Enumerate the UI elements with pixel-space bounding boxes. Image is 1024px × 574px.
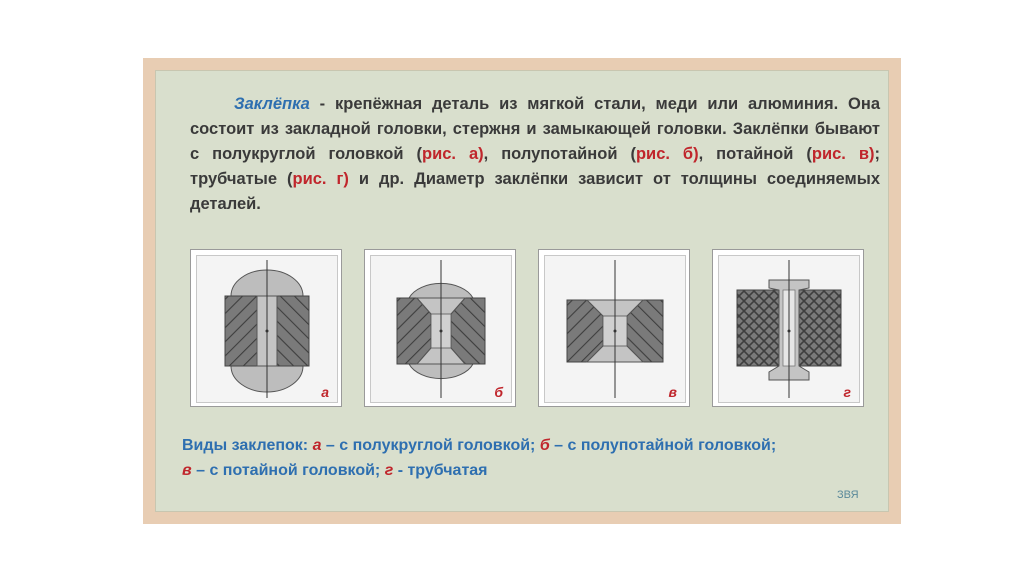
ref-fig-b: рис. б) <box>635 145 699 163</box>
slide-content <box>155 70 889 512</box>
caption-letter-v: в <box>182 462 192 479</box>
figure-a-panel <box>196 255 338 403</box>
caption-letter-a: а <box>312 437 322 454</box>
definition-text-4: ; трубчатые ( <box>190 145 880 188</box>
caption-text-g: - трубчатая <box>393 462 488 479</box>
definition-text-2: , полупотайной ( <box>483 145 636 163</box>
definition-paragraph <box>190 92 880 217</box>
definition-text-1: - крепёжная деталь из мягкой стали, меди или алюминия. Она состоит из закладной головки, стержня и замыкающей головки. Заклёпки бывают с полукруглой головкой ( <box>190 95 880 163</box>
figure-b <box>364 249 516 407</box>
figure-g <box>712 249 864 407</box>
figure-v-panel <box>544 255 686 403</box>
tubular-rivet-drawing <box>719 256 859 402</box>
figure-b-panel <box>370 255 512 403</box>
figure-v-letter: в <box>668 384 677 400</box>
caption-letter-g: г <box>384 462 394 479</box>
figure-v <box>538 249 690 407</box>
countersunk-rivet-drawing <box>545 256 685 402</box>
definition-text-3: , потайной ( <box>698 145 812 163</box>
caption-letter-b: б <box>539 437 550 454</box>
author-watermark: ЗВЯ <box>837 489 859 501</box>
figure-b-letter: б <box>494 384 503 400</box>
slide-frame <box>143 58 901 524</box>
definition-text-5: и др. Диаметр заклёпки зависит от толщины соединяемых деталей. <box>190 170 880 213</box>
caption-text-v: – с потайной головкой; <box>191 462 385 479</box>
caption-lead: Виды заклепок: <box>182 437 313 454</box>
rivet-figures <box>176 249 876 409</box>
caption-text-b: – с полупотайной головкой; <box>549 437 777 454</box>
figure-caption <box>182 433 882 483</box>
term-rivet: Заклёпка <box>234 95 310 113</box>
figure-a <box>190 249 342 407</box>
ref-fig-v: рис. в) <box>811 145 875 163</box>
figure-g-letter: г <box>843 384 851 400</box>
figure-g-panel <box>718 255 860 403</box>
semi-countersunk-rivet-drawing <box>371 256 511 402</box>
ref-fig-g: рис. г) <box>292 170 349 188</box>
ref-fig-a: рис. а) <box>422 145 484 163</box>
caption-text-a: – с полукруглой головкой; <box>321 437 540 454</box>
semicircular-rivet-drawing <box>197 256 337 402</box>
figure-a-letter: а <box>321 384 329 400</box>
